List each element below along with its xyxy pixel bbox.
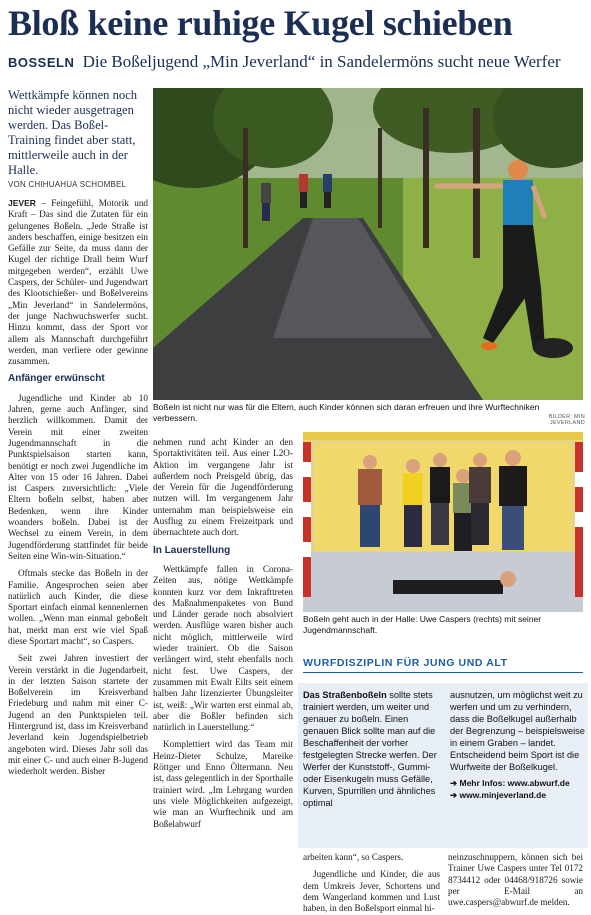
paragraph: arbeiten kann“, so Caspers. xyxy=(303,852,404,862)
section-heading: In Lauerstellung xyxy=(153,544,231,556)
subhead-text: Die Boßeljugend „Min Jeverland“ in Sandelermöns sucht neue Werfer xyxy=(82,52,561,71)
infobox-divider xyxy=(303,672,583,673)
paragraph: Komplettiert wird das Team mit Heinz-Dieter Schulze, Mareike Röttger und Enno Öltermann. Neu ist, dass gelegentlich in der Sporthalle trainiert wird. „Im Lehrgang wurden uns viele Möglichkeiten aufgezeigt, wie man an Wurftechnik und am Boßelabwurf xyxy=(153,739,293,829)
infobox-column-1 xyxy=(303,689,441,809)
infobox-title: WURFDISZIPLIN FÜR JUNG UND ALT xyxy=(303,657,508,669)
photo-street-bosseln xyxy=(153,88,583,400)
infobox-lead: Das Straßenboßeln xyxy=(303,690,387,700)
photo-credit: BILDER: MIN JEVERLAND xyxy=(548,414,585,426)
headline: Bloß keine ruhige Kugel schieben xyxy=(8,3,513,43)
article-column-1 xyxy=(8,198,148,910)
paragraph: Jugendliche und Kinder, die aus dem Umkreis Jever, Schortens und dem Wangerland kommen und Lust haben, in den Boßelsport einmal hi- xyxy=(303,869,440,914)
paragraph-text: – Feingefühl, Motorik und Kraft – Das sind die Zutaten für ein gelungenes Boßeln. „Jede Straße ist anders beschaffen, einige besitzen ein Gefälle zur Seite, da muss dann der Kugel der richtige Drall beim Wurf mitgegeben werden“, erzählt Uwe Caspers, der Schüler- und Jugendwart des Klootschießer- und Boßelvereins „Min Jeverland“ in Sandelermöns, der junge Nachwuchswerfer sucht. Hinzu kommt, dass der Sport vor allem als Mannschaft durchgeführt werden, man verliere oder gewinne zusammen. xyxy=(8,198,148,367)
infobox-text: ausnutzen, um möglichst weit zu werfen und um zu verhindern, dass die Boßelkugel außerhalb der Begrenzung – beispielsweise in einem Graben – landet. Entscheidend beim Sport ist die Wurfweite der Boßelkugel. xyxy=(450,690,585,772)
info-link-minjeverland[interactable]: www.minjeverland.de xyxy=(459,790,547,800)
paragraph: Jugendliche und Kinder ab 10 Jahren, gerne auch Anfänger, sind herzlich willkommen. Damit der Verein mit einer zweiten Jugendmannschaft in die Punktspielsaison starten kann, benötigt er noch zwei Jugendliche im Alter von 15 oder 16 Jahren. Dabei ist Caspers zuversichtlich: „Viele Eltern boßeln selbst, haben aber Bedenken, wenn ihre Kinder woanders boßeln. Dabei ist der Wechsel zu einem Verein, in dem Jugendförderung stattfindet für beide Seiten eine Win-win-Situation.“ xyxy=(8,392,148,561)
byline: VON CHIHUAHUA SCHOMBEL xyxy=(8,180,127,189)
hall-team-illustration xyxy=(303,432,583,612)
street-scene-illustration xyxy=(153,88,583,400)
paragraph: Oftmals stecke das Boßeln in der Familie. Angesprochen seien aber natürlich auch Kinder, die diese Sportart einfach einmal kennenlernen wollen. „Wenn man einmal geboßelt hat, merkt man erst wie viel Spaß diese Sportart macht“, so Caspers. xyxy=(8,568,148,646)
info-link-row xyxy=(450,777,585,789)
photo1-caption: Boßeln ist nicht nur was für die Eltern, auch Kinder können sich daran erfreuen und ihre Wurftechniken verbessern. xyxy=(153,402,540,423)
paragraph xyxy=(8,198,148,367)
infobox-paragraph xyxy=(303,689,441,809)
article-column-4 xyxy=(448,852,583,915)
person-far-2 xyxy=(299,174,308,208)
person-far-3 xyxy=(323,174,332,208)
info-link-abwurf[interactable]: Mehr Infos: www.abwurf.de xyxy=(459,778,570,788)
infobox xyxy=(298,683,588,848)
person-far-1 xyxy=(261,183,271,221)
photo2-caption: Boßeln geht auch in der Halle: Uwe Caspers (rechts) mit seiner Jugendmannschaft. xyxy=(303,614,542,635)
infobox-text: sollte stets trainiert werden, um weiter und genauer zu boßeln. Einen genauen Blick sollte man auf die Beschaffenheit der vorher festgelegten Strecke werfen. Der Werfer der Kunststoff-, Gummi- oder Eisenkugeln muss Gefälle, Kurven, Spurrillen und ähnliches optimal xyxy=(303,690,437,808)
paragraph: Seit zwei Jahren investiert der Verein verstärkt in die Jugendarbeit, in der letzten Saison startete der Boßelverein im Kreisverband Friedeburg und nahm mit einer C-Jugend an den Punktspielen teil. Hintergrund ist, dass im Kreisverband Jeverland kein Jugendspielbetrieb angeboten wird. Dieses Jahr soll das mit einer C- und auch einer B-Jugend wiederholt werden. Bisher xyxy=(8,653,148,777)
paragraph: nehmen rund acht Kinder an den Sportaktivitäten teil. Aus einer L2O-Aktion im vergangene Jahr ist außerdem noch Preisgeld übrig, das der Verein für die Jugendförderung nutzen will. Im vergangenem Jahr unternahm man beispielsweise ein Ausflug zu einem Freizeitpark und übernachtete auch dort. xyxy=(153,437,293,538)
infobox-column-2 xyxy=(450,689,585,801)
kicker: BOSSELN xyxy=(8,55,75,70)
section-heading: Anfänger erwünscht xyxy=(8,373,105,385)
arrow-right-icon: ➔ xyxy=(450,790,458,800)
info-link-row xyxy=(450,789,585,801)
article-column-3 xyxy=(303,852,440,915)
photo-team-hall xyxy=(303,432,583,612)
dateline: JEVER xyxy=(8,198,36,208)
article-column-2 xyxy=(153,437,293,915)
lead-paragraph: Wettkämpfe können noch nicht wieder ausgetragen werden. Das Boßel-Training findet aber statt, mittlerweile auch in der Halle. xyxy=(8,88,138,177)
subheadline xyxy=(8,52,586,72)
paragraph: neinzuschnuppern, können sich bei Trainer Uwe Caspers unter Tel 0172 8734412 oder 04468/918726 sowie per E-Mail an uwe.caspers@abwurf.de melden. xyxy=(448,852,583,908)
paragraph: Wettkämpfe fallen in Corona-Zeiten aus, nötige Wettkämpfe konnten kurz vor dem Inkrafttreten des Maßnahmenpaketes von Bund und Länder gerade noch absolviert werden. Ausflüge waren bisher auch nicht möglich, mittlerweile wird wieder trainiert. Ob die Saison verlängert wird, steht ebenfalls noch nicht fest. Uwe Caspers, der zusammen mit Ewalt Eilts seit einem halben Jahr lizenzierter Übungsleiter ist, weiß: „Wir warten erst einmal ab, aber die Boßler befinden sich natürlich in Lauerstellung.“ xyxy=(153,563,293,733)
arrow-right-icon: ➔ xyxy=(450,778,458,788)
